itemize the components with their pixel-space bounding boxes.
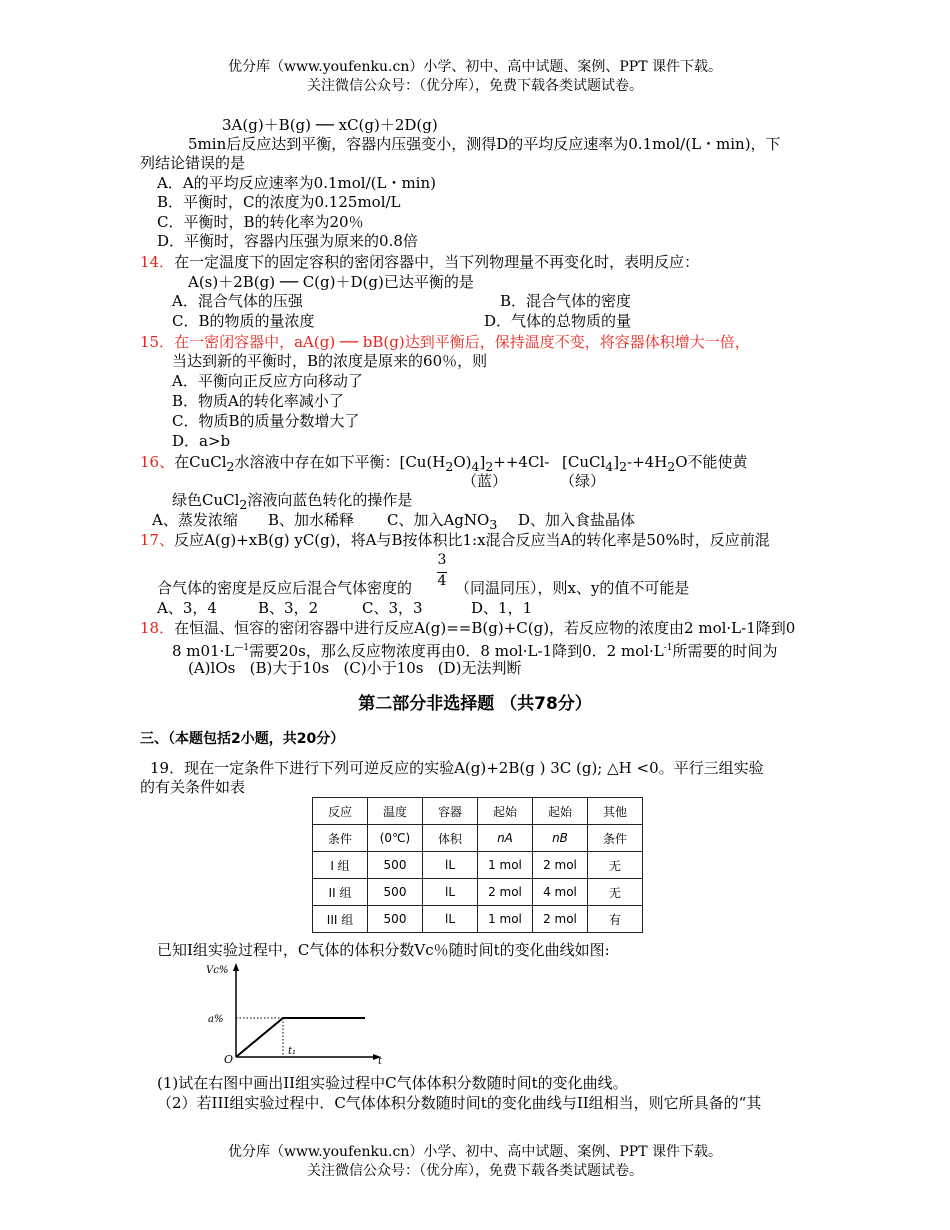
q16-option-d: D、加入食盐晶体 <box>518 511 636 529</box>
x-axis-label: t <box>378 1056 383 1065</box>
q17-option-a: A、3，4 <box>157 599 217 617</box>
table-cell: II 组 <box>313 879 368 906</box>
q17-number: 17、 <box>140 531 175 549</box>
q13-option-b: B．平衡时，C的浓度为0.125mol/L <box>157 193 401 211</box>
q14-option-c: C．B的物质的量浓度 <box>172 312 315 330</box>
table-row <box>313 852 643 879</box>
q14-option-b: B．混合气体的密度 <box>500 292 632 310</box>
q18-stem-2: 8 $m01\cdot L^{—1}$需要20s，那么反应物浓度再由0．8 mol·L-1降到0．2 $mol\cdot L^{-1}$所需要的时间为 <box>172 642 778 660</box>
q16-option-a: A、蒸发浓缩 <box>152 511 238 529</box>
q19-after-table: 已知I组实验过程中，C气体的体积分数Vc％随时间t的变化曲线如图: <box>157 941 610 959</box>
q17-stem-2a: 合气体的密度是反应后混合气体密度的 <box>157 579 413 597</box>
q18-option-a: (A)lOs <box>188 659 236 677</box>
table-cell: 容器 <box>423 798 478 825</box>
table-cell: 500 <box>368 852 423 879</box>
table-cell: 反应 <box>313 798 368 825</box>
table-cell: 体积 <box>423 825 478 852</box>
t1-label: t₁ <box>288 1046 297 1057</box>
table-cell: I 组 <box>313 852 368 879</box>
table-cell: 2 mol <box>533 852 588 879</box>
q14-option-a: A．混合气体的压强 <box>172 292 303 310</box>
table-cell: lL <box>423 906 478 933</box>
header-line-1: 优分库（www.youfenku.cn）小学、初中、高中试题、案例、PPT 课件下载。 <box>227 59 722 75</box>
table-cell: 500 <box>368 879 423 906</box>
q13-stem-2: 列结论错误的是 <box>140 154 246 172</box>
table-cell: 条件 <box>588 825 643 852</box>
q13-option-d: D．平衡时，容器内压强为原来的0.8倍 <box>157 232 418 250</box>
q17-option-c: C、3，3 <box>362 599 423 617</box>
table-cell: 500 <box>368 906 423 933</box>
q18-option-d: (D)无法判断 <box>437 659 522 677</box>
table-cell: 起始 <box>478 798 533 825</box>
vc-time-graph <box>200 960 390 1065</box>
table-cell: 有 <box>588 906 643 933</box>
part2-title: 第二部分非选择题 （共78分） <box>358 694 592 714</box>
q16-option-c: C、加入AgNO$_3$ <box>387 511 498 532</box>
table-cell: lL <box>423 852 478 879</box>
q15-stem-1: 15．在一密闭容器中，aA(g) ── bB(g)达到平衡后，保持温度不变，将容器体积增大一倍， <box>140 333 750 351</box>
q17-fraction-denominator: 4 <box>437 573 447 589</box>
q16-option-b: B、加水稀释 <box>268 511 355 529</box>
q18-stem-1: 18．在恒温、恒容的密闭容器中进行反应A(g)==B(g)+C(g)，若反应物的浓度由2 mol·L-1降到0 <box>140 619 796 637</box>
q14-option-d: D．气体的总物质的量 <box>484 312 632 330</box>
q19-stem-1: 19．现在一定条件下进行下列可逆反应的实验A(g)+2B(g ) 3C (g); △H <0。平行三组实验 <box>150 759 764 777</box>
q16-stem: 16、在CuCl$_2$水溶液中存在如下平衡：$[Cu(H_2O)_4]_2++4Cl-$ <box>140 453 550 474</box>
q17-stem-1: 17、反应A(g)+xB(g) yC(g)，将A与B按体积比1:x混合反应当A的转化率是50%时，反应前混 <box>140 531 770 549</box>
table-cell: 1 mol <box>478 906 533 933</box>
table-cell: lL <box>423 879 478 906</box>
footer-line-2: 关注微信公众号：（优分库），免费下载各类试题试卷。 <box>307 1163 643 1179</box>
q18-option-c: (C)小于10s <box>343 659 424 677</box>
table-cell: 无 <box>588 879 643 906</box>
q13-stem-1: 5min后反应达到平衡，容器内压强变小，测得D的平均反应速率为0.1mol/(L・min)，下 <box>188 135 781 153</box>
y-axis-label: Vc% <box>206 965 229 976</box>
table-cell: 其他 <box>588 798 643 825</box>
header-line-2: 关注微信公众号：（优分库），免费下载各类试题试卷。 <box>307 78 643 94</box>
footer-line-1: 优分库（www.youfenku.cn）小学、初中、高中试题、案例、PPT 课件下载。 <box>227 1144 722 1160</box>
table-cell: 2 mol <box>478 879 533 906</box>
table-cell: nB <box>533 825 588 852</box>
table-cell: nA <box>478 825 533 852</box>
table-cell: 1 mol <box>478 852 533 879</box>
q13-option-a: A．A的平均反应速率为0.1mol/(L・min) <box>157 174 436 192</box>
q16-stem-right: $[CuCl_4]_2-+4H_2O$不能使黄 <box>562 453 748 474</box>
table-cell: 无 <box>588 852 643 879</box>
q15-option-b: B．物质A的转化率减小了 <box>172 392 344 410</box>
q19-part-2: （2）若III组实验过程中．C气体体积分数随时间t的变化曲线与II组相当，则它所具备的“其 <box>157 1094 762 1112</box>
q18-number: 18． <box>140 619 175 637</box>
q18-options <box>188 658 522 678</box>
q19-part-1: (1)试在右图中画出II组实验过程中C气体体积分数随时间t的变化曲线。 <box>157 1074 628 1092</box>
a-level-label: a% <box>208 1014 224 1025</box>
q16-number: 16、 <box>140 453 175 471</box>
q17-option-d: D、1，1 <box>471 599 533 617</box>
q17-fraction-numerator: 3 <box>437 552 447 568</box>
origin-label: O <box>224 1053 234 1065</box>
table-cell: (0℃) <box>368 825 423 852</box>
q16-line-2: 绿色CuCl$_2$溶液向蓝色转化的操作是 <box>172 491 413 512</box>
q16-blue-label: （蓝） <box>462 472 508 490</box>
q15-option-c: C．物质B的质量分数增大了 <box>172 412 360 430</box>
table-header-row <box>313 798 643 825</box>
q14-number: 14． <box>140 253 175 271</box>
table-cell: 4 mol <box>533 879 588 906</box>
curve-group-1 <box>236 1018 365 1057</box>
table-cell: 2 mol <box>533 906 588 933</box>
section3-heading: 三、（本题包括2小题，共20分） <box>140 731 345 747</box>
table-cell: III 组 <box>313 906 368 933</box>
q15-option-d: D．a>b <box>172 432 231 450</box>
q15-stem-2: 当达到新的平衡时，B的浓度是原来的60％，则 <box>172 352 488 370</box>
table-row <box>313 906 643 933</box>
table-cell: 温度 <box>368 798 423 825</box>
q18-option-b: (B)大于10s <box>249 659 330 677</box>
q14-stem: 14．在一定温度下的固定容积的密闭容器中，当下列物理量不再变化时，表明反应： <box>140 253 700 271</box>
conditions-table <box>312 797 643 933</box>
q15-option-a: A．平衡向正反应方向移动了 <box>172 372 363 390</box>
table-cell: 起始 <box>533 798 588 825</box>
q13-option-c: C．平衡时，B的转化率为20％ <box>157 213 364 231</box>
q14-equation: A(s)＋2B(g) ── C(g)＋D(g)已达平衡的是 <box>188 273 474 291</box>
table-cell: 条件 <box>313 825 368 852</box>
table-header-row <box>313 825 643 852</box>
q17-option-b: B、3，2 <box>258 599 319 617</box>
y-axis-arrow <box>233 963 239 971</box>
q17-stem-2b: （同温同压），则x、y的值不可能是 <box>455 579 690 597</box>
table-row <box>313 879 643 906</box>
q13-equation: 3A(g)＋B(g) ── xC(g)＋2D(g) <box>222 116 438 134</box>
q19-stem-2: 的有关条件如表 <box>140 778 246 796</box>
q16-green-label: （绿） <box>560 472 606 490</box>
